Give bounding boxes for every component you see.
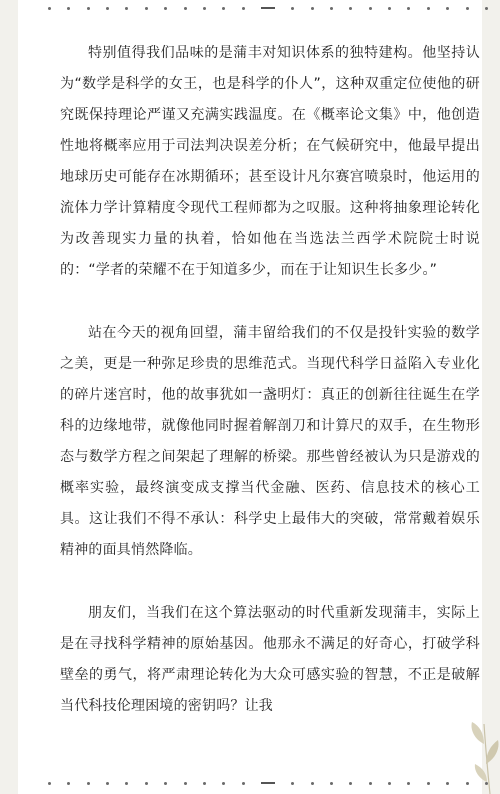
bottom-border-dash — [261, 782, 275, 784]
paragraph: 朋友们，当我们在这个算法驱动的时代重新发现蒲丰，实际上是在寻找科学精神的原始基因。他那永不满足的好奇心，打破学科壁垒的勇气，将严肃理论转化为大众可感实验的智慧，不正是破解当代科技伦理困境的密钥吗？让我 — [60, 605, 480, 714]
paragraph: 特别值得我们品味的是蒲丰对知识体系的独特建构。他坚持认为“数学是科学的女王，也是科学的仆人”，这种双重定位使他的研究既保持理论严谨又充满实践温度。在《概率论文集》中，他创造性地将概率应用于司法判决误差分析；在气候研究中，他最早提出地球历史可能存在冰期循环；甚至设计凡尔赛宫喷泉时，他运用的流体力学计算精度令现代工程师都为之叹服。这种将抽象理论转化为改善现实力量的执着，恰如他在当选法兰西学术院院士时说的：“学者的荣耀不在于知道多少，而在于让知识生长多少。” — [60, 45, 480, 278]
top-dotted-border — [48, 3, 488, 13]
top-border-dash — [261, 7, 275, 9]
paragraph: 站在今天的视角回望，蒲丰留给我们的不仅是投针实验的数学之美，更是一种弥足珍贵的思维范式。当现代科学日益陷入专业化的碎片迷宫时，他的故事犹如一盏明灯：真正的创新往往诞生在学科的边缘地带，就像他同时握着解剖刀和计算尺的双手，在生物形态与数学方程之间架起了理解的桥梁。那些曾经被认为只是游戏的概率实验，最终演变成支撑当代金融、医药、信息技术的核心工具。这让我们不得不承认：科学史上最伟大的突破，常常戴着娱乐精神的面具悄然降临。 — [60, 325, 480, 558]
article-body — [60, 38, 480, 754]
leaf-decoration-icon — [460, 684, 500, 794]
document-page — [18, 0, 482, 794]
bottom-dotted-border — [48, 778, 488, 788]
